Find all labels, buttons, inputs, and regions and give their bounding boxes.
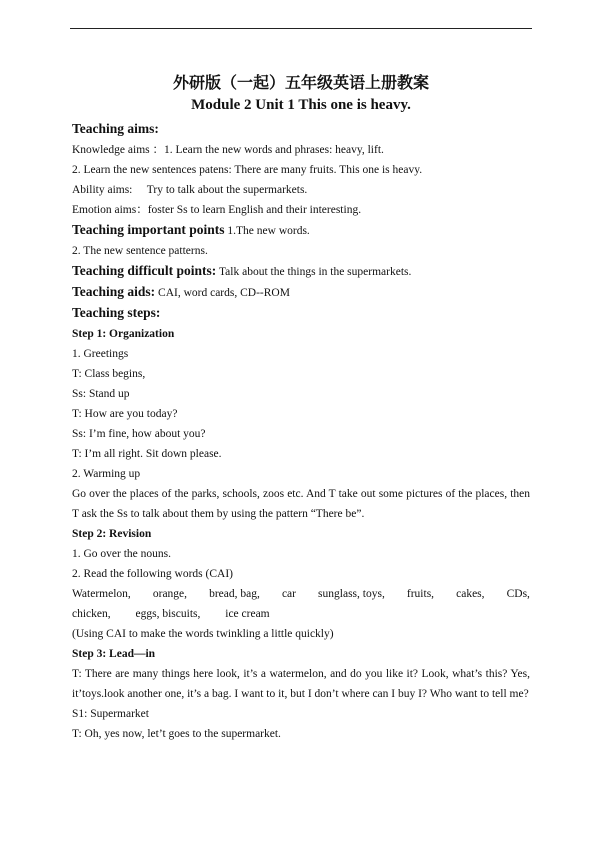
word-item: eggs, biscuits, [135, 608, 201, 620]
teaching-aids-text: CAI, word cards, CD--ROM [158, 287, 290, 299]
word-list-row-2 [72, 604, 530, 624]
step2-title: Step 2: Revision [72, 528, 152, 540]
header-rule [70, 28, 532, 29]
word-item: chicken, [72, 608, 111, 620]
word-item: orange, [152, 588, 188, 600]
step2-line-3: (Using CAI to make the words twinkling a little quickly) [72, 628, 334, 640]
teaching-aids-line [72, 282, 530, 303]
emotion-aims-label: Emotion aims： [72, 204, 148, 216]
step1-line-3: Ss: Stand up [72, 388, 130, 400]
knowledge-aims-label: Knowledge aims ： [72, 144, 164, 156]
step1-line-4: T: How are you today? [72, 408, 178, 420]
step1-line-1: 1. Greetings [72, 348, 129, 360]
step1-line-2: T: Class begins, [72, 368, 146, 380]
aims-heading-line [72, 119, 530, 140]
ability-aims-text: Try to talk about the supermarkets. [146, 184, 308, 196]
word-item: fruits, [406, 588, 435, 600]
difficult-points-line [72, 261, 530, 282]
knowledge-aims-line [72, 140, 530, 160]
ability-aims-label: Ability aims: [72, 184, 133, 196]
step3-line-2: S1: Supermarket [72, 708, 149, 720]
emotion-aims-line [72, 200, 530, 220]
important-points-text-1: 1.The new words. [227, 225, 310, 237]
step1-line-7: 2. Warming up [72, 468, 141, 480]
document-title-cn: 外研版（一起）五年级英语上册教案 [172, 73, 429, 92]
word-item: ice cream [225, 608, 270, 620]
step2-line-2: 2. Read the following words (CAI) [72, 568, 233, 580]
important-points-line-2: 2. The new sentence patterns. [72, 245, 208, 257]
important-points-heading: Teaching important points [72, 222, 225, 237]
step1-title: Step 1: Organization [72, 328, 175, 340]
difficult-points-heading: Teaching difficult points: [72, 263, 217, 278]
step1-line-5: Ss: I’m fine, how about you? [72, 428, 206, 440]
word-item: car [281, 588, 296, 600]
teaching-aids-heading: Teaching aids: [72, 284, 156, 299]
knowledge-aims-text: 1. Learn the new words and phrases: heavy, lift. [163, 144, 384, 156]
important-points-line [72, 220, 530, 241]
emotion-aims-text: foster Ss to learn English and their interesting. [147, 204, 362, 216]
difficult-points-text: Talk about the things in the supermarkets. [218, 266, 412, 278]
word-list-row-1 [72, 584, 530, 604]
step3-title: Step 3: Lead—in [72, 648, 156, 660]
ability-aims-line [72, 180, 530, 200]
document-body [72, 72, 530, 744]
word-item: Watermelon, [72, 588, 131, 600]
aims-heading: Teaching aims: [72, 121, 159, 136]
step3-paragraph: T: There are many things here look, it’s a watermelon, and do you like it? Look, what’s this? Yes, it’toys.look another one, it’s a bag. I want to it, but I don’t where can I buy I? Who want to tell me? [72, 668, 530, 700]
step2-line-1: 1. Go over the nouns. [72, 548, 172, 560]
teaching-steps-line [72, 303, 530, 324]
word-item: CDs, [506, 588, 530, 600]
step3-line-3: T: Oh, yes now, let’t goes to the supermarket. [72, 728, 281, 740]
word-item: bread, bag, [209, 588, 260, 600]
teaching-steps-heading: Teaching steps: [72, 305, 161, 320]
aims-line-2: 2. Learn the new sentences patens: There are many fruits. This one is heavy. [72, 164, 423, 176]
word-item: sunglass, toys, [318, 588, 385, 600]
document-title-en: Module 2 Unit 1 This one is heavy. [191, 97, 411, 113]
word-item: cakes, [456, 588, 485, 600]
step1-line-6: T: I’m all right. Sit down please. [72, 448, 222, 460]
step1-paragraph: Go over the places of the parks, schools, zoos etc. And T take out some pictures of the places, then T ask the Ss to talk about them by using the pattern “There be”. [72, 488, 530, 520]
